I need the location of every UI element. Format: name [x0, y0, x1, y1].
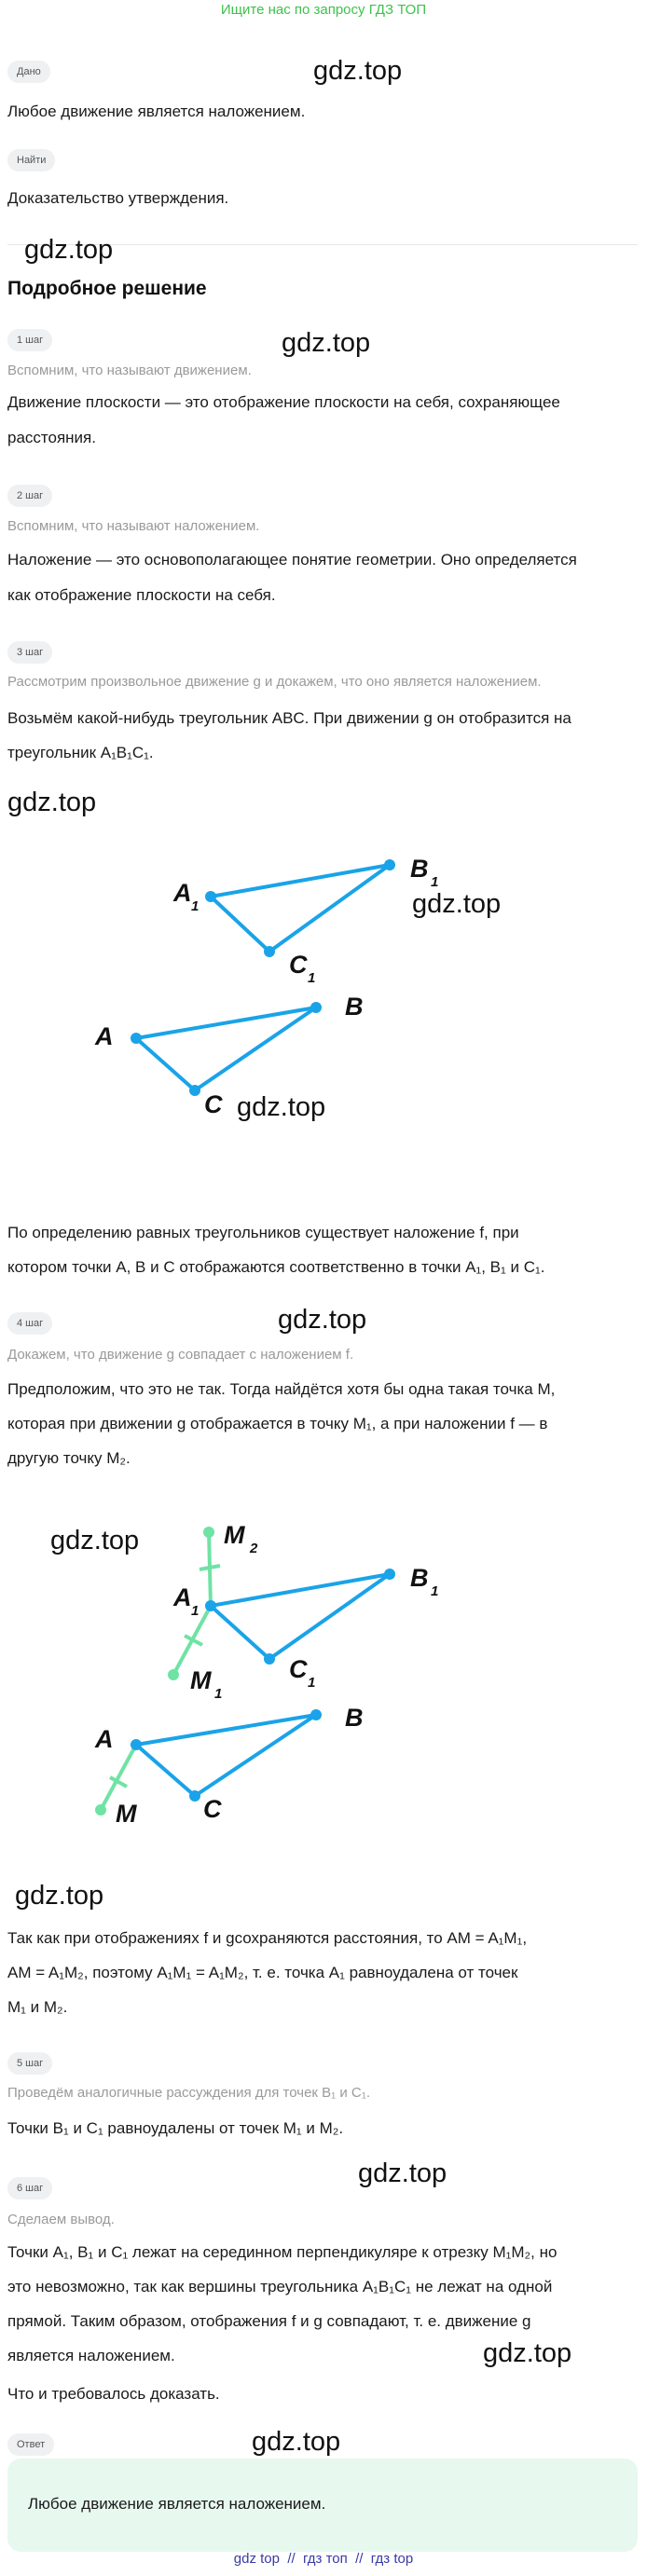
label-a1-sub: 1 [191, 1603, 200, 1619]
watermark: gdz.top [50, 1526, 140, 1555]
top-search-link[interactable]: Ищите нас по запросу ГДЗ ТОП [220, 2, 427, 18]
triangle-a1b1c1 [211, 1574, 390, 1659]
step2-line2: как отображение плоскости на себя. [7, 586, 276, 604]
step6-line5: Что и требовалось доказать. [7, 2385, 220, 2403]
point-c [189, 1085, 200, 1096]
label-b1-sub: 1 [431, 1583, 439, 1599]
step3-line4: котором точки A, B и C отображаются соответственно в точки A₁, B₁ и C₁. [7, 1258, 545, 1276]
point-a1 [205, 1600, 216, 1611]
step2-badge: 2 шаг [7, 485, 52, 507]
point-c1 [264, 1653, 275, 1665]
step4-line4: Так как при отображениях f и gсохраняются расстояния, то AM = A₁M₁, [7, 1929, 528, 1947]
triangle-a1b1c1 [211, 865, 390, 952]
label-a: A [95, 1022, 114, 1050]
given-badge: Дано [7, 61, 50, 83]
label-m: M [116, 1800, 137, 1828]
step3-line1: Возьмём какой-нибудь треугольник ABC. При движении g он отобразится на [7, 709, 571, 727]
point-b [310, 1002, 322, 1013]
find-text: Доказательство утверждения. [7, 189, 229, 207]
step4-line6: M₁ и M₂. [7, 1998, 68, 2016]
step5-hint: Проведём аналогичные рассуждения для точек B₁ и C₁. [7, 2085, 370, 2101]
figure-triangles-with-m [0, 1510, 647, 1827]
point-a [131, 1739, 142, 1750]
point-c [189, 1790, 200, 1802]
step6-hint: Сделаем вывод. [7, 2212, 115, 2227]
watermark: gdz.top [282, 328, 371, 358]
label-b: B [345, 1704, 364, 1732]
label-c: C [204, 1090, 223, 1118]
label-b1: B [410, 1564, 429, 1592]
step3-line2: треугольник A₁B₁C₁. [7, 744, 154, 761]
watermark: gdz.top [15, 1881, 104, 1911]
point-m2 [203, 1527, 214, 1538]
step6-line2: это невозможно, так как вершины треугольника A₁B₁C₁ не лежат на одной [7, 2278, 553, 2295]
label-m1: M [190, 1666, 212, 1694]
bottom-links[interactable]: gdz top // гдз топ // гдз top [233, 2551, 414, 2567]
label-a1: A [173, 1583, 192, 1611]
answer-text: Любое движение является наложением. [28, 2495, 326, 2513]
step4-line3: другую точку M₂. [7, 1449, 131, 1467]
point-b1 [384, 1569, 395, 1580]
watermark: gdz.top [278, 1305, 367, 1335]
watermark: gdz.top [313, 56, 403, 86]
triangle-abc [136, 1715, 316, 1796]
figure-triangles [0, 839, 647, 1118]
step5-line1: Точки B₁ и C₁ равноудалены от точек M₁ и M₂. [7, 2119, 344, 2137]
label-a: A [95, 1725, 114, 1753]
label-c1: C [289, 1655, 308, 1683]
label-m1-sub: 1 [214, 1686, 223, 1702]
step6-line3: прямой. Таким образом, отображения f и g совпадают, т. е. движение g [7, 2312, 531, 2330]
point-m [95, 1804, 106, 1816]
watermark: gdz.top [483, 2338, 572, 2368]
watermark: gdz.top [252, 2427, 341, 2457]
label-c1-sub: 1 [308, 970, 316, 986]
step2-line1: Наложение — это основополагающее понятие геометрии. Оно определяется [7, 551, 577, 569]
label-c1: C [289, 951, 308, 979]
step4-line5: AM = A₁M₂, поэтому A₁M₁ = A₁M₂, т. е. точка A₁ равноудалена от точек [7, 1964, 518, 1981]
label-b: B [345, 993, 364, 1021]
watermark: gdz.top [237, 1092, 326, 1122]
step4-badge: 4 шаг [7, 1312, 52, 1335]
step3-badge: 3 шаг [7, 641, 52, 664]
point-m1 [168, 1669, 179, 1680]
step1-line2: расстояния. [7, 429, 96, 446]
point-a1 [205, 891, 216, 902]
step4-line2: которая при движении g отображается в точку M₁, а при наложении f — в [7, 1415, 548, 1432]
label-a1-sub: 1 [191, 898, 200, 914]
point-b1 [384, 859, 395, 870]
label-m2-sub: 2 [250, 1541, 258, 1556]
point-c1 [264, 946, 275, 957]
step3-line3: По определению равных треугольников существует наложение f, при [7, 1224, 519, 1241]
label-m2: M [224, 1521, 245, 1549]
point-b [310, 1709, 322, 1720]
step4-hint: Докажем, что движение g совпадает с наложением f. [7, 1347, 354, 1363]
step1-badge: 1 шаг [7, 329, 52, 351]
step4-line1: Предположим, что это не так. Тогда найдётся хотя бы одна такая точка M, [7, 1380, 556, 1398]
watermark: gdz.top [7, 788, 97, 817]
step6-line1: Точки A₁, B₁ и C₁ лежат на серединном перпендикуляре к отрезку M₁M₂, но [7, 2243, 558, 2261]
watermark: gdz.top [24, 235, 114, 265]
label-b1: B [410, 855, 429, 883]
answer-badge: Ответ [7, 2433, 54, 2456]
step5-badge: 5 шаг [7, 2052, 52, 2075]
label-a1: A [173, 879, 192, 907]
label-c1-sub: 1 [308, 1675, 316, 1691]
step2-hint: Вспомним, что называют наложением. [7, 518, 260, 534]
step1-hint: Вспомним, что называют движением. [7, 363, 252, 378]
step3-hint: Рассмотрим произвольное движение g и докажем, что оно является наложением. [7, 674, 542, 690]
find-badge: Найти [7, 149, 55, 171]
step1-line1: Движение плоскости — это отображение плоскости на себя, сохраняющее [7, 393, 560, 411]
watermark: gdz.top [358, 2158, 447, 2188]
given-text: Любое движение является наложением. [7, 103, 306, 120]
point-a [131, 1033, 142, 1044]
solution-title: Подробное решение [7, 278, 207, 299]
triangle-abc [136, 1007, 316, 1090]
label-b1-sub: 1 [431, 874, 439, 890]
step6-line4: является наложением. [7, 2347, 175, 2364]
label-c: C [203, 1795, 222, 1823]
step6-badge: 6 шаг [7, 2177, 52, 2199]
watermark: gdz.top [412, 889, 502, 919]
